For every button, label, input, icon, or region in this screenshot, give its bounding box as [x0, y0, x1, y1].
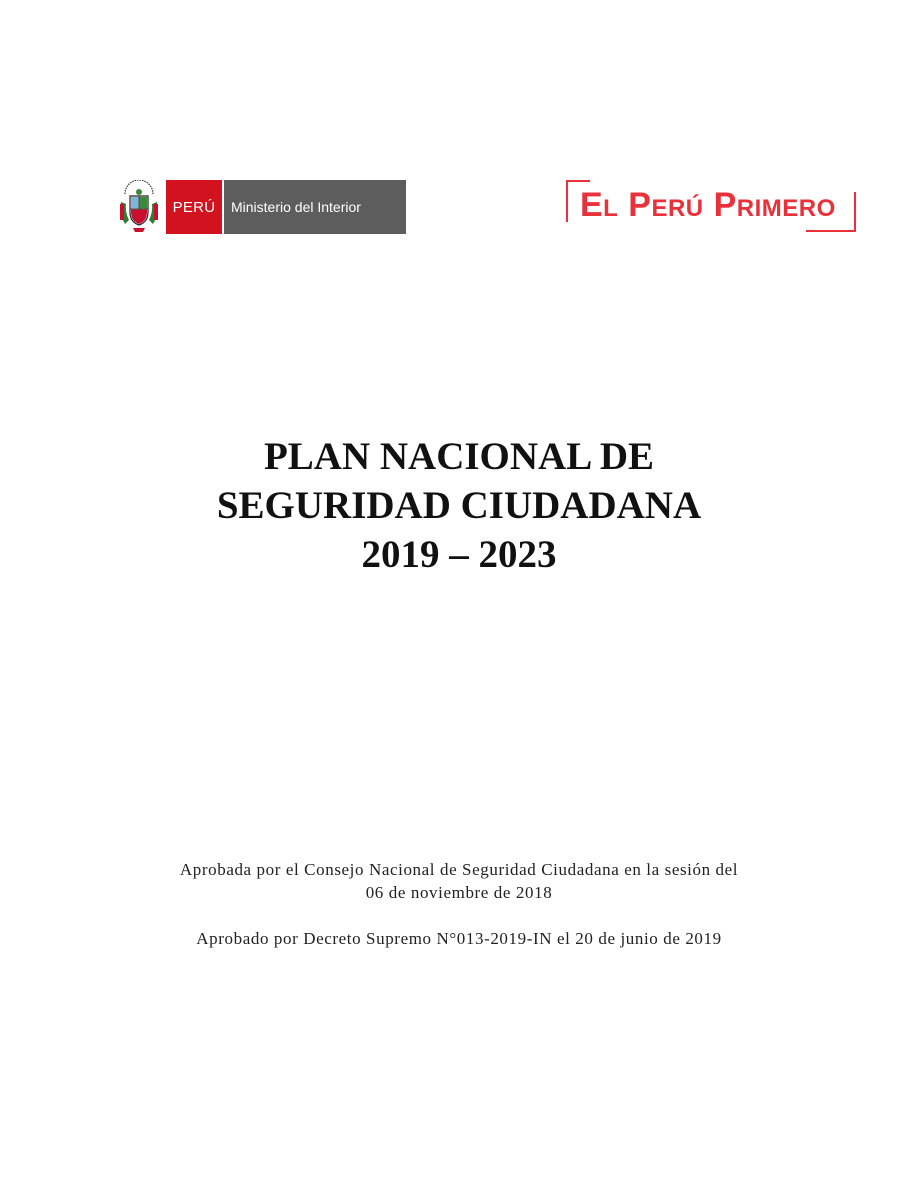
title-line-3: 2019 – 2023 — [361, 533, 557, 576]
peru-label: PERÚ — [166, 180, 222, 234]
peru-coat-of-arms-icon — [117, 180, 161, 234]
el-peru-primero-logo — [566, 180, 858, 232]
document-title — [0, 432, 918, 579]
logo-frame-top — [566, 180, 590, 182]
ministry-name: Ministerio del Interior — [224, 180, 406, 234]
approval-line-2: 06 de noviembre de 2018 — [365, 883, 553, 902]
logo-frame-right — [854, 192, 856, 232]
decree-line: Aprobado por Decreto Supremo N°013-2019-IN el 20 de junio de 2019 — [196, 929, 722, 948]
ministry-logo — [117, 180, 406, 234]
logo-frame-left — [566, 180, 568, 222]
slogan-text: El Perú Primero — [580, 186, 836, 224]
logo-frame-bottom — [806, 230, 856, 232]
title-line-2: SEGURIDAD CIUDADANA — [216, 484, 702, 527]
title-line-1: PLAN NACIONAL DE — [263, 435, 655, 478]
approval-line-1: Aprobada por el Consejo Nacional de Seguridad Ciudadana en la sesión del — [179, 860, 739, 879]
approval-notes — [0, 858, 918, 950]
